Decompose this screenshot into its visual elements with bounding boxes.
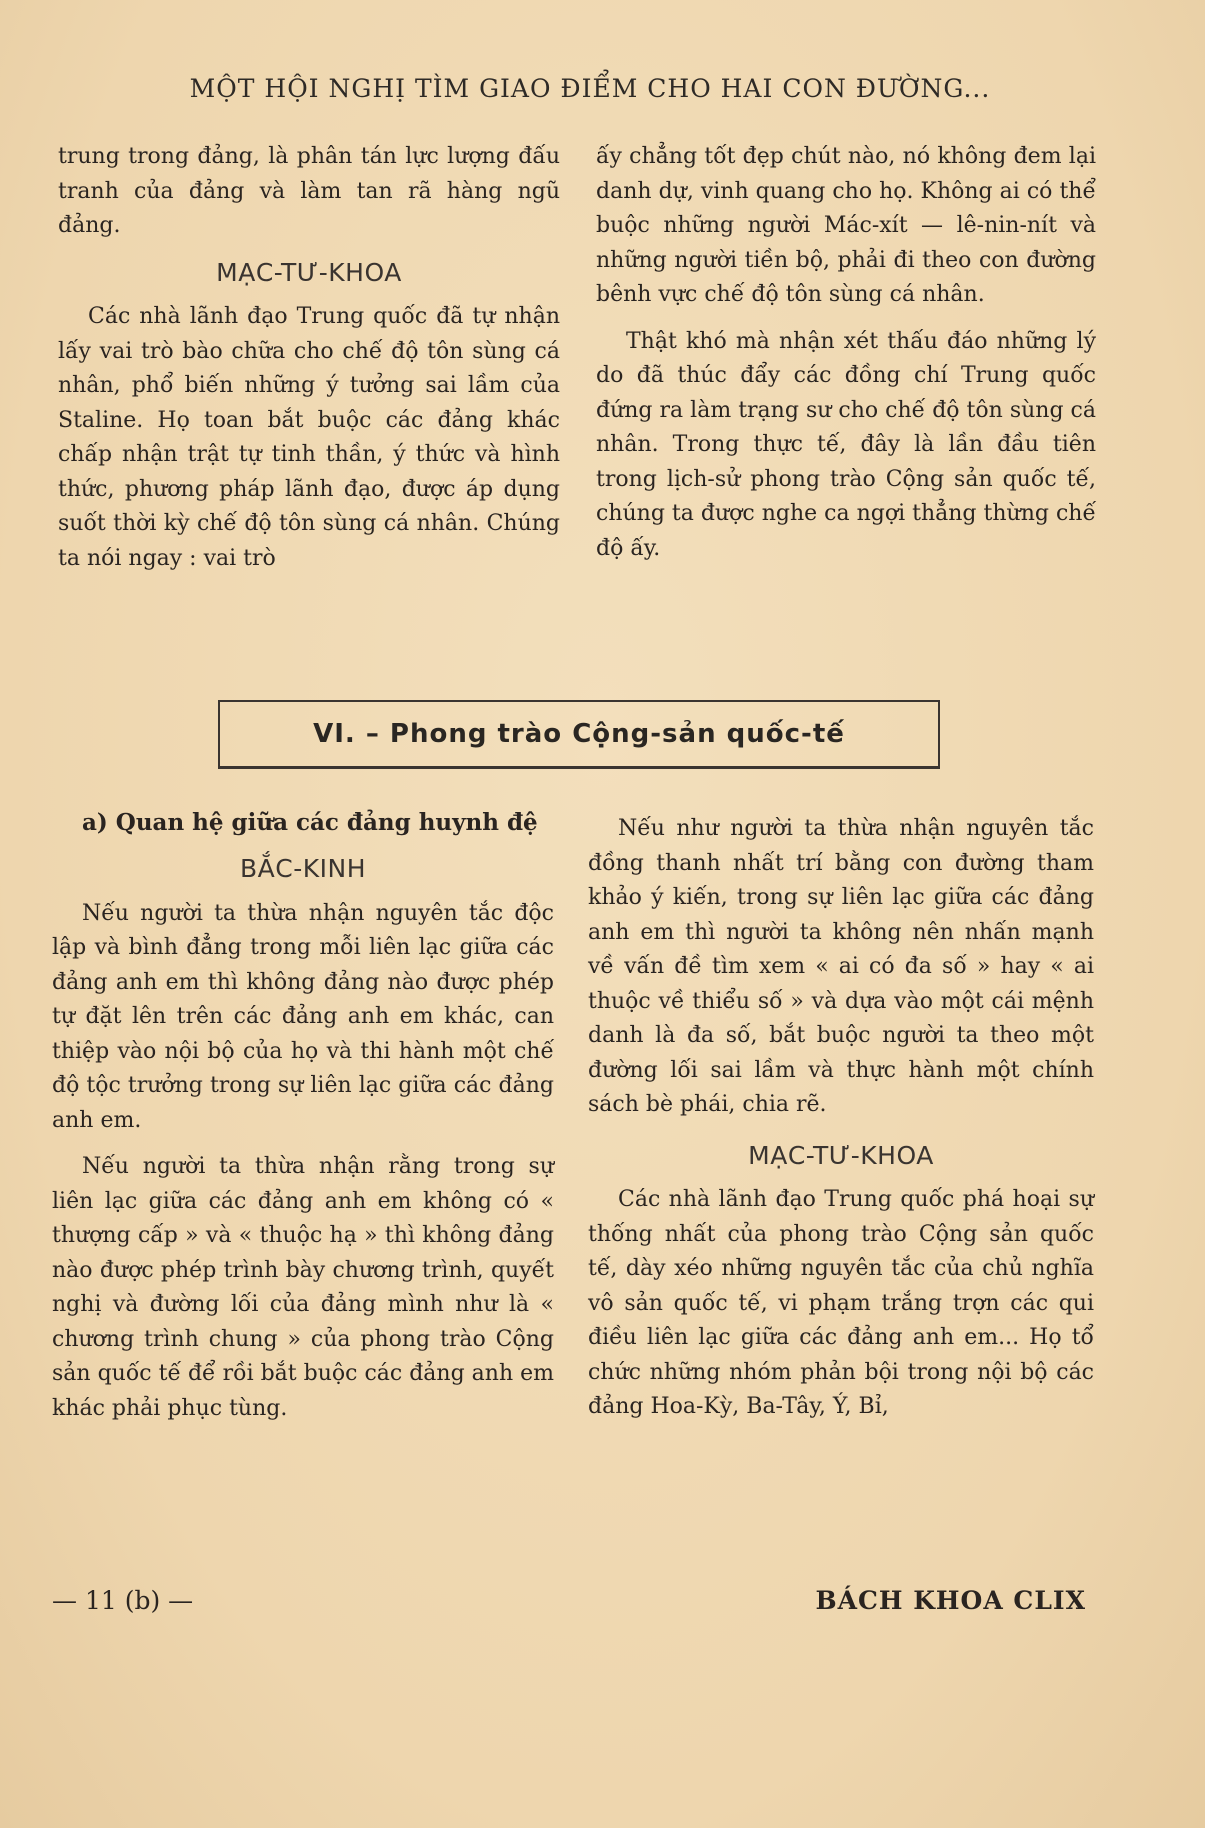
paragraph: Thật khó mà nhận xét thấu đáo những lý do đã thúc đẩy các đồng chí Trung quốc đứng ra làm trạng sư cho chế độ tôn sùng cá nhân. Trong thực tế, đây là lần đầu tiên trong lịch-sử phong trào Cộng sản quốc tế, chúng ta được nghe ca ngợi thẳng thừng chế độ ấy. [596,328,1096,561]
bottom-right-column [588,812,1094,1425]
running-head: MỘT HỘI NGHỊ TÌM GIAO ĐIỂM CHO HAI CON ĐƯỜNG... [189,74,991,103]
bottom-left-column [52,806,554,1426]
section-heading-beijing: BẮC-KINH [240,854,366,883]
paragraph: Các nhà lãnh đạo Trung quốc phá hoại sự thống nhất của phong trào Cộng sản quốc tế, dày xéo những nguyên tắc của chủ nghĩa vô sản quốc tế, vi phạm trắng trợn các qui điều liên lạc giữa các đảng anh em... Họ tổ chức những nhóm phản bội trong nội bộ các đảng Hoa-Kỳ, Ba-Tây, Ý, Bỉ, [588,1187,1094,1419]
top-right-column [596,140,1096,566]
top-left-column [58,140,560,576]
section-heading-moscow: MẠC-TƯ-KHOA [216,257,402,287]
magazine-issue: BÁCH KHOA CLIX [815,1586,1086,1615]
subsection-title: a) Quan hệ giữa các đảng huynh đệ [82,809,538,836]
paragraph: Các nhà lãnh đạo Trung quốc đã tự nhận lấy vai trò bào chữa cho chế độ tôn sùng cá nhân, phổ biến những ý tưởng sai lầm của Staline. Họ toan bắt buộc các đảng khác chấp nhận trật tự tinh thần, ý thức và hình thức, phương pháp lãnh đạo, được áp dụng suốt thời kỳ chế độ tôn sùng cá nhân. Chúng ta nói ngay : vai trò [58,304,560,571]
section-heading-moscow: MẠC-TƯ-KHOA [748,1140,934,1170]
page-number: — 11 (b) — [52,1586,194,1615]
paragraph: ấy chẳng tốt đẹp chút nào, nó không đem lại danh dự, vinh quang cho họ. Không ai có thể buộc những người Mác-xít — lê-nin-nít và những người tiền bộ, phải đi theo con đường bênh vực chế độ tôn sùng cá nhân. [596,144,1096,307]
paragraph: Nếu như người ta thừa nhận nguyên tắc đồng thanh nhất trí bằng con đường tham khảo ý kiến, trong sự liên lạc giữa các đảng anh em thì người ta không nên nhấn mạnh về vấn đề tìm xem « ai có đa số » hay « ai thuộc về thiểu số » và dựa vào một cái mệnh danh là đa số, bắt buộc người ta theo một đường lối sai lầm và thực hành một chính sách bè phái, chia rẽ. [588,816,1094,1117]
paragraph: Nếu người ta thừa nhận rằng trong sự liên lạc giữa các đảng anh em không có « thượng cấp » và « thuộc hạ » thì không đảng nào được phép trình bày chương trình, quyết nghị và đường lối của đảng mình như là « chương trình chung » của phong trào Cộng sản quốc tế để rồi bắt buộc các đảng anh em khác phải phục tùng. [52,1154,554,1421]
paragraph: trung trong đảng, là phân tán lực lượng đấu tranh của đảng và làm tan rã hàng ngũ đảng. [58,144,560,238]
section-title-box: VI. – Phong trào Cộng-sản quốc-tế [218,700,940,769]
paragraph: Nếu người ta thừa nhận nguyên tắc độc lập và bình đẳng trong mỗi liên lạc giữa các đảng anh em thì không đảng nào được phép tự đặt lên trên các đảng anh em khác, can thiệp vào nội bộ của họ và thi hành một chế độ tộc trưởng trong sự liên lạc giữa các đảng anh em. [52,900,554,1133]
